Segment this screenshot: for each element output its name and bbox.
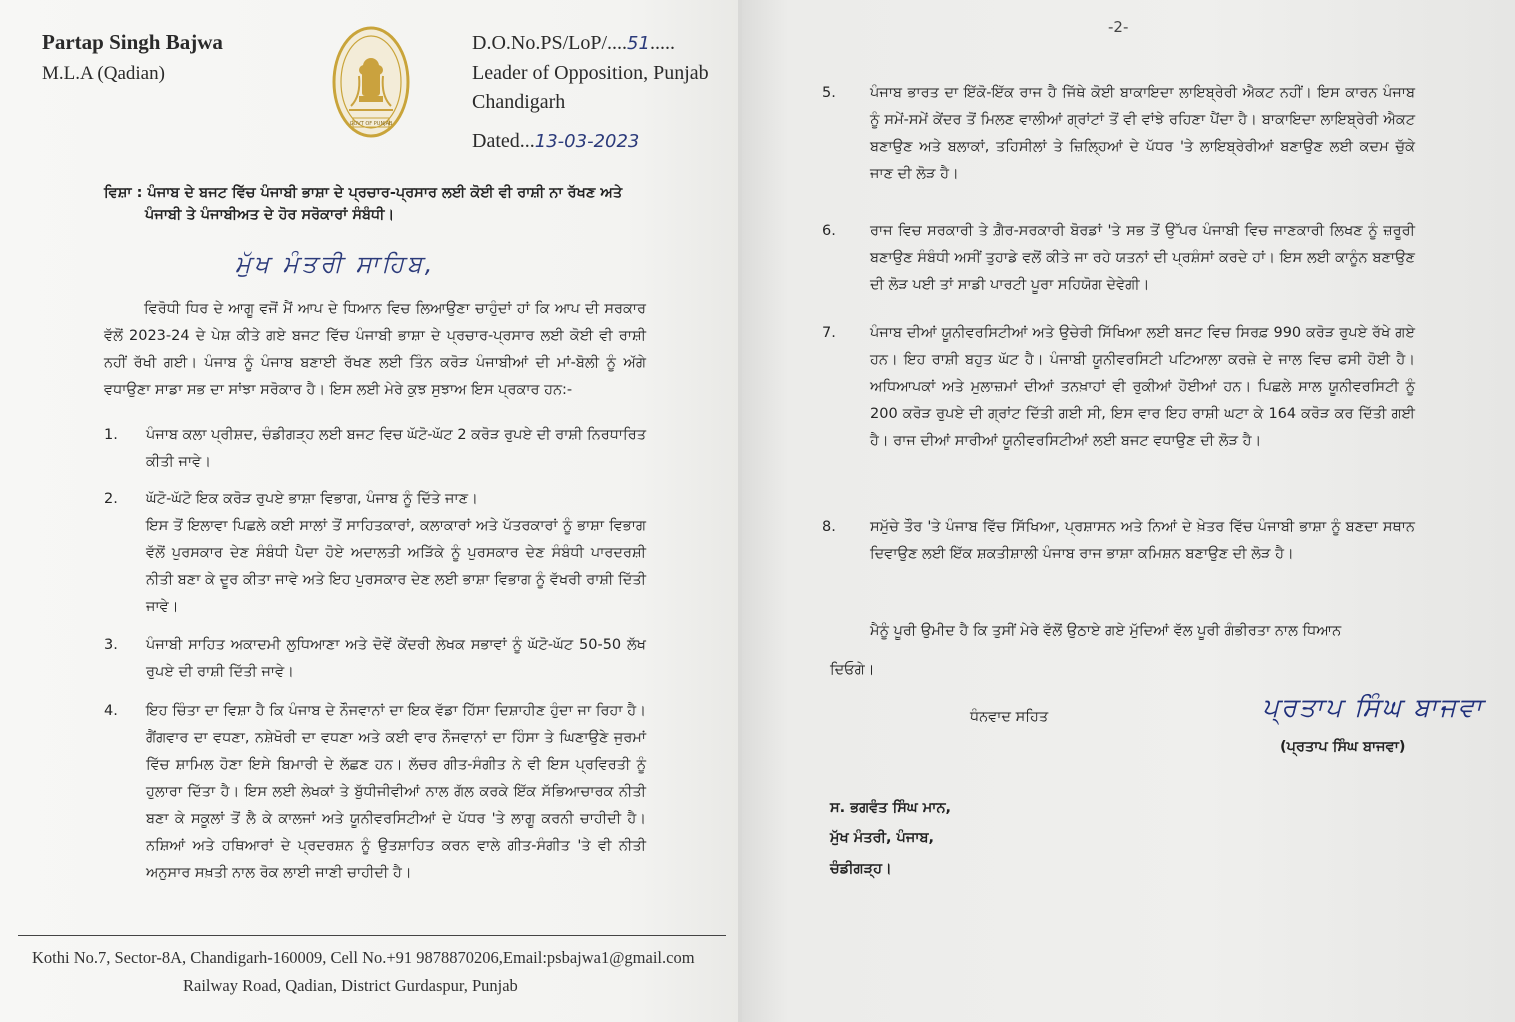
do-number-value: 51: [627, 33, 650, 54]
point-text: ਸਮੁੱਚੇ ਤੌਰ 'ਤੇ ਪੰਜਾਬ ਵਿੱਚ ਸਿੱਖਿਆ, ਪ੍ਰਸ਼ਾਸਨ ਅਤੇ ਨਿਆਂ ਦੇ ਖ਼ੇਤਰ ਵਿੱਚ ਪੰਜਾਬੀ ਭਾਸ਼ਾ ਨੂੰ ਬਣਦਾ ਸਥਾਨ ਦਿਵਾਉਣ ਲਈ ਇੱਕ ਸ਼ਕਤੀਸ਼ਾਲੀ ਪੰਜਾਬ ਰਾਜ ਭਾਸ਼ਾ ਕਮਿਸ਼ਨ ਬਣਾਉਣ ਦੀ ਲੋੜ ਹੈ।: [870, 519, 1415, 562]
point-number: 3.: [104, 637, 118, 653]
point-text-continued: ਇਸ ਤੋਂ ਇਲਾਵਾ ਪਿਛਲੇ ਕਈ ਸਾਲਾਂ ਤੋਂ ਸਾਹਿਤਕਾਰਾਂ, ਕਲਾਕਾਰਾਂ ਅਤੇ ਪੱਤਰਕਾਰਾਂ ਨੂੰ ਭਾਸ਼ਾ ਵਿਭਾਗ ਵੱਲੋਂ ਪੁਰਸਕਾਰ ਦੇਣ ਸੰਬੰਧੀ ਪੈਦਾ ਹੋਏ ਅਦਾਲਤੀ ਅੜਿੱਕੇ ਨੂੰ ਪੁਰਸਕਾਰ ਦੇਣ ਸੰਬੰਧੀ ਪਾਰਦਰਸ਼ੀ ਨੀਤੀ ਬਣਾ ਕੇ ਦੂਰ ਕੀਤਾ ਜਾਵੇ ਅਤੇ ਇਹ ਪੁਰਸਕਾਰ ਦੇਣ ਲਈ ਭਾਸ਼ਾ ਵਿਭਾਗ ਨੂੰ ਵੱਖਰੀ ਰਾਸ਼ੀ ਦਿੱਤੀ ਜਾਵੇ।: [146, 518, 646, 615]
signatory-name: (ਪ੍ਰਤਾਪ ਸਿੰਘ ਬਾਜਵਾ): [1280, 739, 1406, 755]
office-city: Chandigarh: [472, 91, 566, 113]
point-2: [104, 486, 649, 626]
page-number: -2-: [1108, 18, 1129, 36]
date-label: Dated...: [472, 130, 535, 152]
point-3: [104, 632, 649, 688]
signature-handwritten: ਪ੍ਰਤਾਪ ਸਿੰਘ ਬਾਜਵਾ: [1262, 693, 1484, 723]
point-text: ਘੱਟੋ-ਘੱਟੋ ਇਕ ਕਰੋੜ ਰੁਪਏ ਭਾਸ਼ਾ ਵਿਭਾਗ, ਪੰਜਾਬ ਨੂੰ ਦਿੱਤੇ ਜਾਣ।: [146, 491, 478, 507]
salutation-handwritten: ਮੁੱਖ ਮੰਤਰੀ ਸਾਹਿਬ,: [235, 250, 436, 278]
point-number: 2.: [104, 491, 118, 507]
point-text: ਪੰਜਾਬੀ ਸਾਹਿਤ ਅਕਾਦਮੀ ਲੁਧਿਆਣਾ ਅਤੇ ਦੋਵੇਂ ਕੇਂਦਰੀ ਲੇਖਕ ਸਭਾਵਾਂ ਨੂੰ ਘੱਟੋ-ਘੱਟ 50-50 ਲੱਖ ਰੁਪਏ ਦੀ ਰਾਸ਼ੀ ਦਿੱਤੀ ਜਾਵੇ।: [146, 637, 646, 680]
point-number: 4.: [104, 703, 118, 719]
letter-page-1: [0, 0, 738, 1022]
point-number: 5.: [822, 85, 836, 101]
subject-label: ਵਿਸ਼ਾ :: [104, 185, 143, 201]
addressee-designation: ਮੁੱਖ ਮੰਤਰੀ, ਪੰਜਾਬ,: [830, 830, 935, 846]
closing-line: ਮੈਨੂੰ ਪੂਰੀ ਉਮੀਦ ਹੈ ਕਿ ਤੁਸੀਂ ਮੇਰੇ ਵੱਲੋਂ ਉਠਾਏ ਗਏ ਮੁੱਦਿਆਂ ਵੱਲ ਪੂਰੀ ਗੰਭੀਰਤਾ ਨਾਲ ਧਿਆਨ: [870, 623, 1342, 639]
point-7: [822, 320, 1422, 500]
point-1: [104, 422, 649, 478]
thanks-text: ਧੰਨਵਾਦ ਸਹਿਤ: [970, 709, 1049, 725]
letter-date: [472, 130, 639, 153]
point-number: 7.: [822, 325, 836, 341]
subject-line: [104, 180, 664, 207]
do-number: [472, 32, 675, 55]
point-number: 1.: [104, 427, 118, 443]
point-5: [822, 80, 1422, 200]
point-text: ਰਾਜ ਵਿਚ ਸਰਕਾਰੀ ਤੇ ਗ਼ੈਰ-ਸਰਕਾਰੀ ਬੋਰਡਾਂ 'ਤੇ ਸਭ ਤੋਂ ਉੱਪਰ ਪੰਜਾਬੀ ਵਿਚ ਜਾਣਕਾਰੀ ਲਿਖਣ ਨੂੰ ਜ਼ਰੂਰੀ ਬਣਾਉਣ ਸੰਬੰਧੀ ਅਸੀਂ ਤੁਹਾਡੇ ਵਲੋਂ ਕੀਤੇ ਜਾ ਰਹੇ ਯਤਨਾਂ ਦੀ ਪ੍ਰਸ਼ੰਸਾਂ ਕਰਦੇ ਹਾਂ। ਇਸ ਲਈ ਕਾਨੂੰਨ ਬਣਾਉਣ ਦੀ ਲੋੜ ਪਈ ਤਾਂ ਸਾਡੀ ਪਾਰਟੀ ਪੂਰਾ ਸਹਿਯੋਗ ਦੇਵੇਗੀ।: [870, 223, 1415, 293]
footer-address: Railway Road, Qadian, District Gurdaspur, Punjab: [183, 976, 518, 995]
punjab-emblem-seal: [331, 26, 411, 148]
point-number: 8.: [822, 519, 836, 535]
date-value: 13-03-2023: [534, 131, 640, 152]
emblem-label: GOVT OF PUNJAB: [349, 121, 393, 127]
footer-contact: Kothi No.7, Sector-8A, Chandigarh-160009, Cell No.+91 9878870206,Email:psbajwa1@gmail.com: [32, 948, 695, 967]
intro-paragraph: ਵਿਰੋਧੀ ਧਿਰ ਦੇ ਆਗੂ ਵਜੋਂ ਮੈਂ ਆਪ ਦੇ ਧਿਆਨ ਵਿਚ ਲਿਆਉਣਾ ਚਾਹੁੰਦਾਂ ਹਾਂ ਕਿ ਆਪ ਦੀ ਸਰਕਾਰ ਵੱਲੋਂ 2023-24 ਦੇ ਪੇਸ਼ ਕੀਤੇ ਗਏ ਬਜਟ ਵਿੱਚ ਪੰਜਾਬੀ ਭਾਸ਼ਾ ਦੇ ਪ੍ਰਚਾਰ-ਪ੍ਰਸਾਰ ਲਈ ਕੋਈ ਵੀ ਰਾਸ਼ੀ ਨਹੀਂ ਰੱਖੀ ਗਈ। ਪੰਜਾਬ ਨੂੰ ਪੰਜਾਬ ਬਣਾਈ ਰੱਖਣ ਲਈ ਤਿੰਨ ਕਰੋੜ ਪੰਜਾਬੀਆਂ ਦੀ ਮਾਂ-ਬੋਲੀ ਨੂੰ ਅੱਗੇ ਵਧਾਉਣਾ ਸਾਡਾ ਸਭ ਦਾ ਸਾਂਝਾ ਸਰੋਕਾਰ ਹੈ। ਇਸ ਲਈ ਮੇਰੇ ਕੁਝ ਸੁਝਾਅ ਇਸ ਪ੍ਰਕਾਰ ਹਨ:-: [104, 301, 646, 398]
point-number: 6.: [822, 223, 836, 239]
point-text: ਪੰਜਾਬ ਦੀਆਂ ਯੂਨੀਵਰਸਿਟੀਆਂ ਅਤੇ ਉਚੇਰੀ ਸਿੱਖਿਆ ਲਈ ਬਜਟ ਵਿਚ ਸਿਰਫ਼ 990 ਕਰੋੜ ਰੁਪਏ ਰੱਖੇ ਗਏ ਹਨ। ਇਹ ਰਾਸ਼ੀ ਬਹੁਤ ਘੱਟ ਹੈ। ਪੰਜਾਬੀ ਯੂਨੀਵਰਸਿਟੀ ਪਟਿਆਲਾ ਕਰਜ਼ੇ ਦੇ ਜਾਲ ਵਿਚ ਫਸੀ ਹੋਈ ਹੈ। ਅਧਿਆਪਕਾਂ ਅਤੇ ਮੁਲਾਜ਼ਮਾਂ ਦੀਆਂ ਤਨਖ਼ਾਹਾਂ ਵੀ ਰੁਕੀਆਂ ਹੋਈਆਂ ਹਨ। ਪਿਛਲੇ ਸਾਲ ਯੂਨੀਵਰਸਿਟੀ ਨੂੰ 200 ਕਰੋੜ ਰੁਪਏ ਦੀ ਗ੍ਰਾਂਟ ਦਿੱਤੀ ਗਈ ਸੀ, ਇਸ ਵਾਰ ਇਹ ਰਾਸ਼ੀ ਘਟਾ ਕੇ 164 ਕਰੋੜ ਕਰ ਦਿੱਤੀ ਗਈ ਹੈ। ਰਾਜ ਦੀਆਂ ਸਾਰੀਆਂ ਯੂਨੀਵਰਸਿਟੀਆਂ ਲਈ ਬਜਟ ਵਧਾਉਣ ਦੀ ਲੋੜ ਹੈ।: [870, 325, 1415, 449]
point-8: [822, 514, 1422, 604]
subject-text-line2: ਪੰਜਾਬੀ ਤੇ ਪੰਜਾਬੀਅਤ ਦੇ ਹੋਰ ਸਰੋਕਾਰਾਂ ਸੰਬੰਧੀ।: [145, 207, 395, 223]
footer-divider: [18, 935, 726, 936]
point-4: [104, 698, 649, 898]
point-text: ਇਹ ਚਿੰਤਾ ਦਾ ਵਿਸ਼ਾ ਹੈ ਕਿ ਪੰਜਾਬ ਦੇ ਨੌਜਵਾਨਾਂ ਦਾ ਇਕ ਵੱਡਾ ਹਿੱਸਾ ਦਿਸ਼ਾਹੀਣ ਹੁੰਦਾ ਜਾ ਰਿਹਾ ਹੈ। ਗੈਂਗਵਾਰ ਦਾ ਵਧਣਾ, ਨਸ਼ੇਖੋਰੀ ਦਾ ਵਧਣਾ ਅਤੇ ਕਈ ਵਾਰ ਨੌਜਵਾਨਾਂ ਦਾ ਹਿੰਸਾ ਤੇ ਘਿਣਾਉਣੇ ਜੁਰਮਾਂ ਵਿੱਚ ਸ਼ਾਮਿਲ ਹੋਣਾ ਇਸੇ ਬਿਮਾਰੀ ਦੇ ਲੱਛਣ ਹਨ। ਲੱਚਰ ਗੀਤ-ਸੰਗੀਤ ਨੇ ਵੀ ਇਸ ਪ੍ਰਵਿਰਤੀ ਨੂੰ ਹੁਲਾਰਾ ਦਿੱਤਾ ਹੈ। ਇਸ ਲਈ ਲੇਖਕਾਂ ਤੇ ਬੁੱਧੀਜੀਵੀਆਂ ਨਾਲ ਗੱਲ ਕਰਕੇ ਇੱਕ ਸੱਭਿਆਚਾਰਕ ਨੀਤੀ ਬਣਾ ਕੇ ਸਕੂਲਾਂ ਤੋਂ ਲੈ ਕੇ ਕਾਲਜਾਂ ਅਤੇ ਯੂਨੀਵਰਸਿਟੀਆਂ ਦੇ ਪੱਧਰ 'ਤੇ ਲਾਗੂ ਕਰਨੀ ਚਾਹੀਦੀ ਹੈ। ਨਸ਼ਿਆਂ ਅਤੇ ਹਥਿਆਰਾਂ ਦੇ ਪ੍ਰਦਰਸ਼ਨ ਨੂੰ ਉਤਸ਼ਾਹਿਤ ਕਰਨ ਵਾਲੇ ਗੀਤ-ਸੰਗੀਤ 'ਤੇ ਵੀ ਨੀਤੀ ਅਨੁਸਾਰ ਸਖ਼ਤੀ ਨਾਲ ਰੋਕ ਲਾਈ ਜਾਣੀ ਚਾਹੀਦੀ ਹੈ।: [146, 703, 646, 881]
do-number-suffix: .....: [649, 32, 675, 54]
sender-name: Partap Singh Bajwa: [42, 30, 223, 54]
point-6: [822, 218, 1422, 308]
sender-title: M.L.A (Qadian): [42, 63, 165, 84]
office-title: Leader of Opposition, Punjab: [472, 62, 709, 84]
addressee-name: ਸ. ਭਗਵੰਤ ਸਿੰਘ ਮਾਨ,: [830, 800, 952, 816]
subject-text-line1: ਪੰਜਾਬ ਦੇ ਬਜਟ ਵਿੱਚ ਪੰਜਾਬੀ ਭਾਸ਼ਾ ਦੇ ਪ੍ਰਚਾਰ-ਪ੍ਰਸਾਰ ਲਈ ਕੋਈ ਵੀ ਰਾਸ਼ੀ ਨਾ ਰੱਖਣ ਅਤੇ: [147, 185, 623, 201]
point-text: ਪੰਜਾਬ ਕਲਾ ਪ੍ਰੀਸ਼ਦ, ਚੰਡੀਗੜ੍ਹ ਲਈ ਬਜਟ ਵਿਚ ਘੱਟੋ-ਘੱਟ 2 ਕਰੋੜ ਰੁਪਏ ਦੀ ਰਾਸ਼ੀ ਨਿਰਧਾਰਿਤ ਕੀਤੀ ਜਾਵੇ।: [146, 427, 646, 470]
closing-line-end: ਦਿਓਗੇ।: [830, 662, 875, 678]
do-number-prefix: D.O.No.PS/LoP/....: [472, 32, 628, 54]
addressee-city: ਚੰਡੀਗੜ੍ਹ।: [830, 861, 892, 877]
point-text: ਪੰਜਾਬ ਭਾਰਤ ਦਾ ਇੱਕੋ-ਇੱਕ ਰਾਜ ਹੈ ਜਿੱਥੇ ਕੋਈ ਬਾਕਾਇਦਾ ਲਾਇਬ੍ਰੇਰੀ ਐਕਟ ਨਹੀਂ। ਇਸ ਕਾਰਨ ਪੰਜਾਬ ਨੂੰ ਸਮੇਂ-ਸਮੇਂ ਕੇਂਦਰ ਤੋਂ ਮਿਲਣ ਵਾਲੀਆਂ ਗ੍ਰਾਂਟਾਂ ਤੋਂ ਵੀ ਵਾਂਝੇ ਰਹਿਣਾ ਪੈਂਦਾ ਹੈ। ਬਾਕਾਇਦਾ ਲਾਇਬ੍ਰੇਰੀ ਐਕਟ ਬਣਾਉਣ ਅਤੇ ਬਲਾਕਾਂ, ਤਹਿਸੀਲਾਂ ਤੇ ਜ਼ਿਲ੍ਹਿਆਂ ਦੇ ਪੱਧਰ 'ਤੇ ਲਾਇਬ੍ਰੇਰੀਆਂ ਬਣਾਉਣ ਲਈ ਕਦਮ ਚੁੱਕੇ ਜਾਣ ਦੀ ਲੋੜ ਹੈ।: [870, 85, 1415, 182]
